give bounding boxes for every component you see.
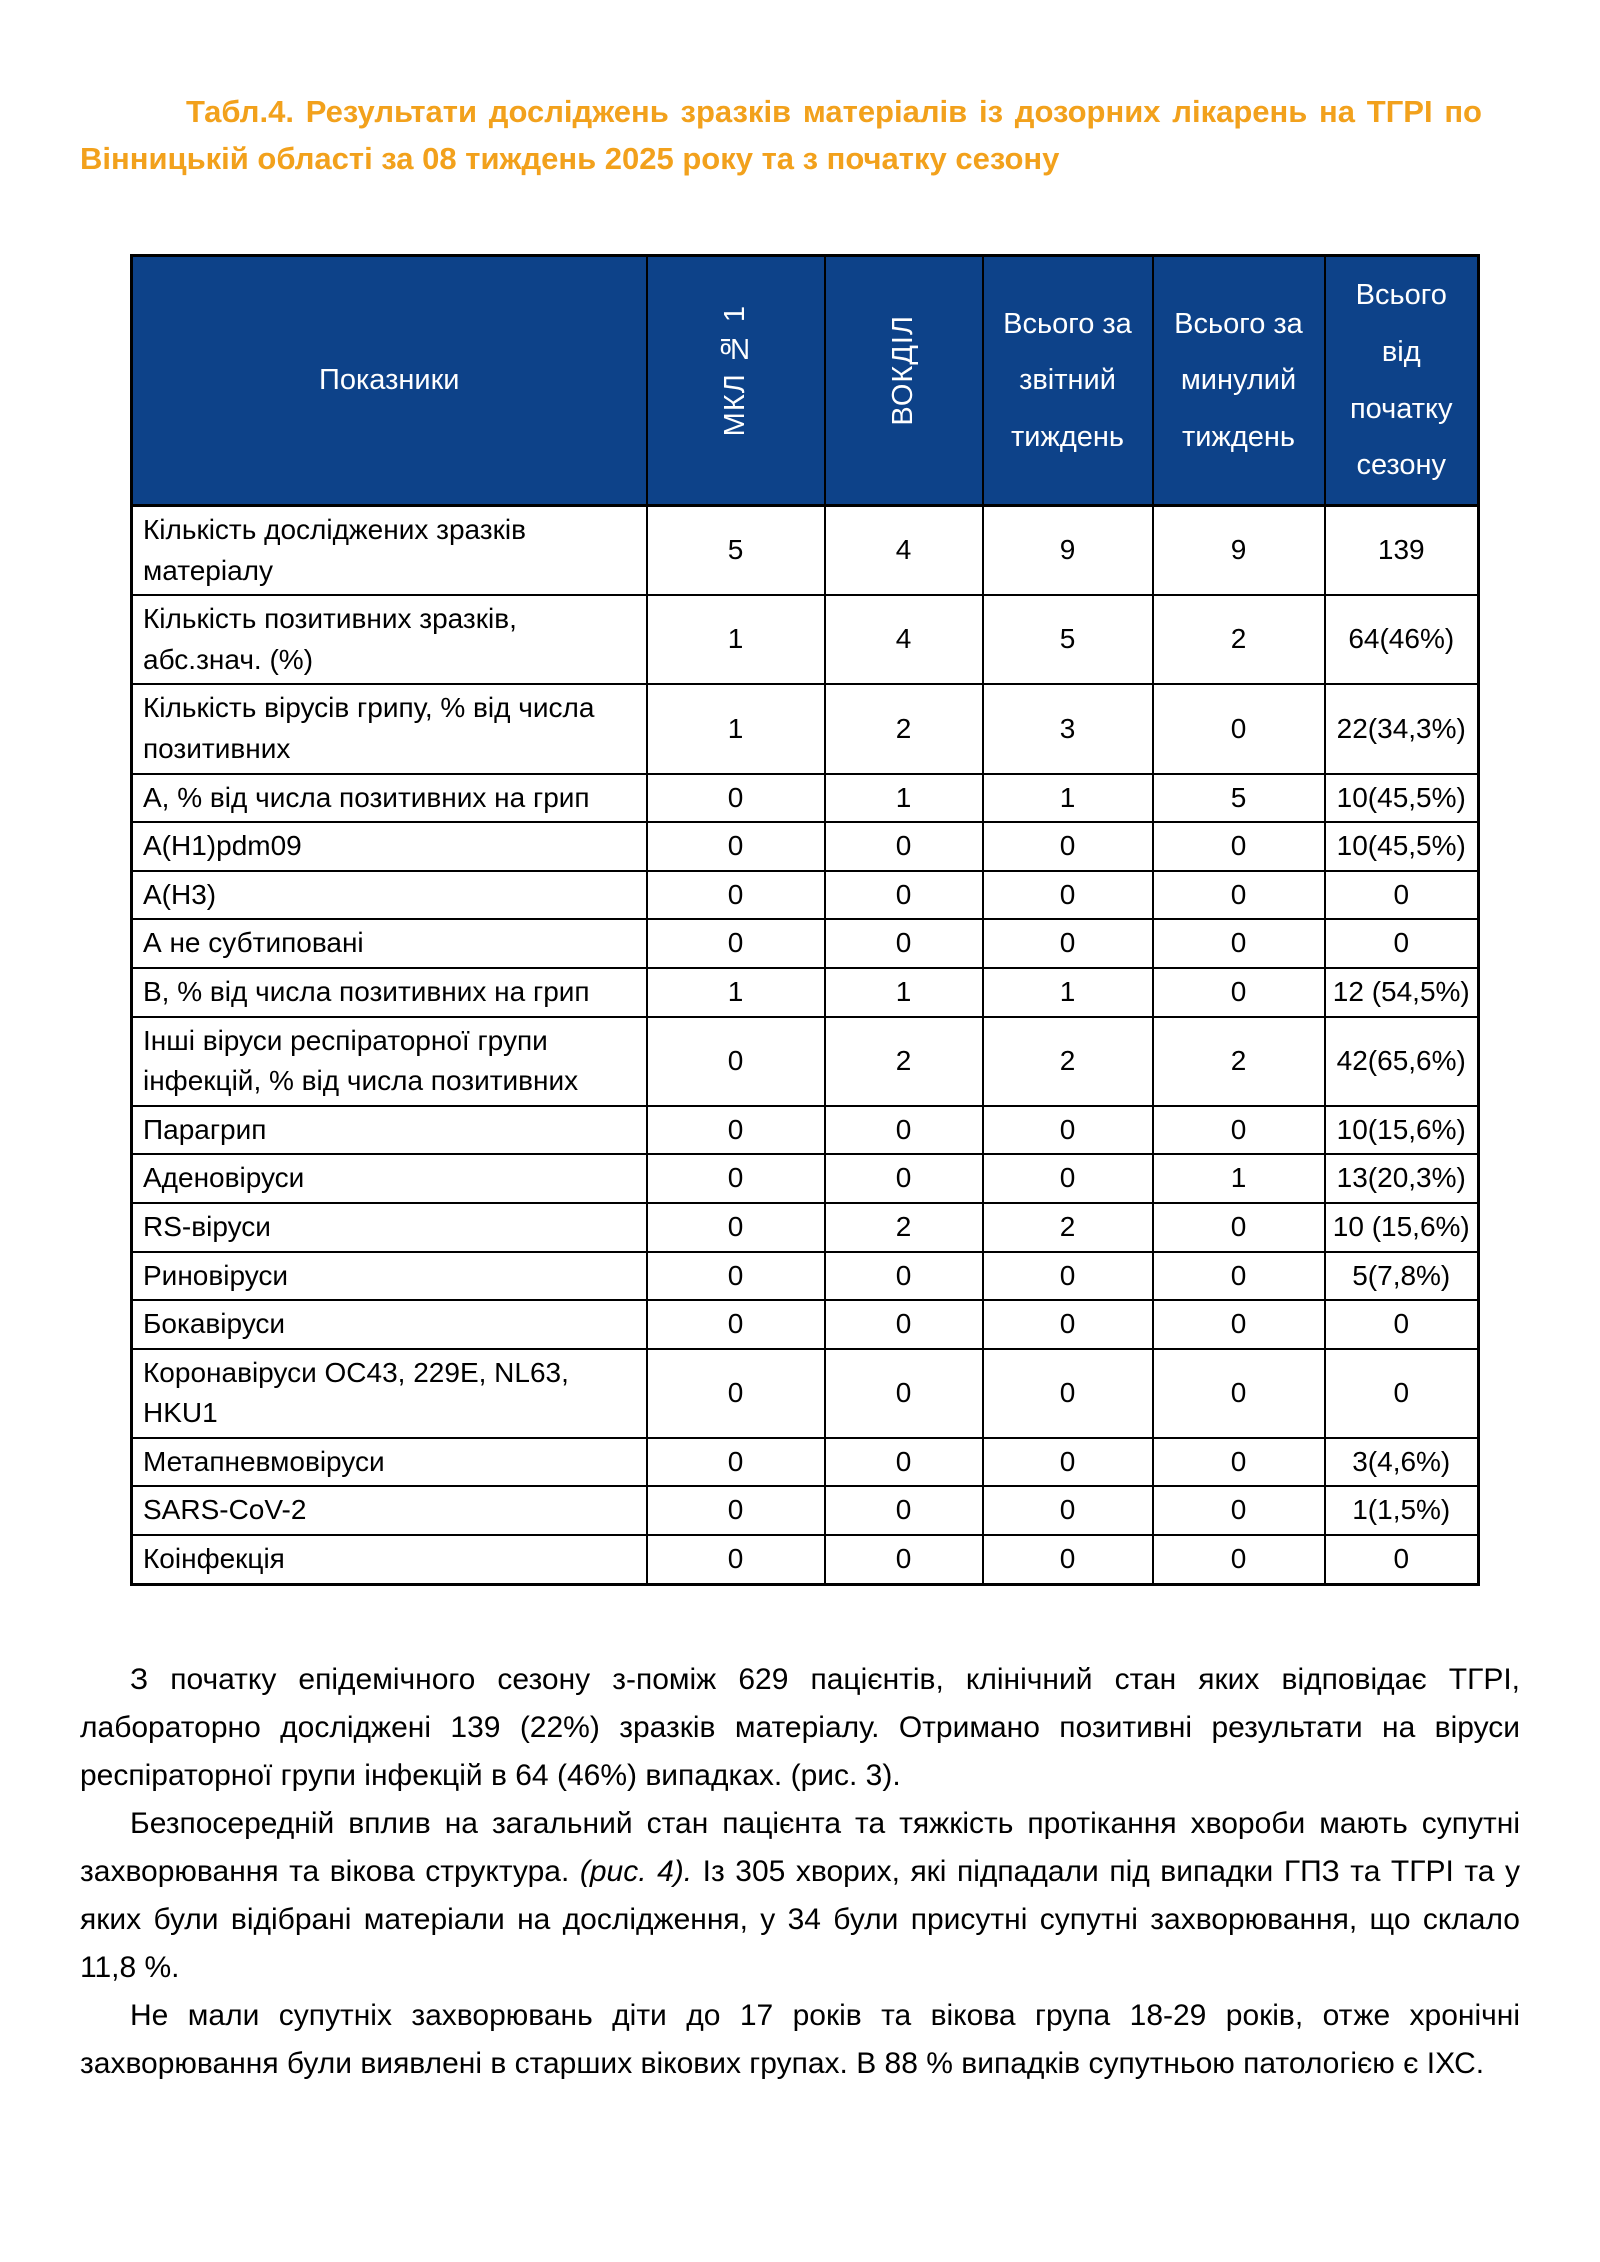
row-value-cell: 0 xyxy=(647,871,825,920)
row-value-cell: 2 xyxy=(825,1017,983,1106)
body-paragraph xyxy=(80,1992,1520,2088)
table-row xyxy=(132,919,1479,968)
row-value-cell: 2 xyxy=(1153,1017,1325,1106)
results-table xyxy=(130,254,1480,1586)
row-value-cell: 5(7,8%) xyxy=(1325,1252,1479,1301)
paragraph-text: Із 305 хворих, які підпадали під випадки ГПЗ та ТГРІ та у яких були відібрані матеріали на дослідження, у 34 були присутні супутні захворювання, що склало 11,8 %. xyxy=(80,1854,1521,1984)
row-value-cell: 0 xyxy=(983,1535,1153,1584)
row-value-cell: 4 xyxy=(825,595,983,684)
row-indicator-label: Аденовіруси xyxy=(132,1154,647,1203)
figure-reference-italic: (рис. 4). xyxy=(579,1854,693,1888)
row-indicator-label: Кількість вірусів грипу, % від числа позитивних xyxy=(132,684,647,773)
row-value-cell: 2 xyxy=(983,1203,1153,1252)
row-value-cell: 0 xyxy=(647,1017,825,1106)
header-total-since-season-start xyxy=(1325,256,1479,506)
row-value-cell: 0 xyxy=(647,1252,825,1301)
row-value-cell: 2 xyxy=(825,684,983,773)
row-value-cell: 0 xyxy=(1325,919,1479,968)
row-value-cell: 0 xyxy=(1153,1535,1325,1584)
row-value-cell: 0 xyxy=(825,919,983,968)
header-total-reporting-week xyxy=(983,256,1153,506)
header-vokdil xyxy=(825,256,983,506)
row-value-cell: 0 xyxy=(647,1154,825,1203)
row-value-cell: 0 xyxy=(825,1535,983,1584)
row-value-cell: 0 xyxy=(825,1486,983,1535)
row-value-cell: 0 xyxy=(1325,1535,1479,1584)
table-row xyxy=(132,1535,1479,1584)
table-row xyxy=(132,822,1479,871)
row-value-cell: 0 xyxy=(983,1106,1153,1155)
table-row xyxy=(132,1017,1479,1106)
row-indicator-label: В, % від числа позитивних на грип xyxy=(132,968,647,1017)
header-total-reporting-week-label: Всього за звітний тиждень xyxy=(1003,307,1132,453)
row-value-cell: 0 xyxy=(825,1106,983,1155)
table-row xyxy=(132,1106,1479,1155)
row-value-cell: 0 xyxy=(1153,1300,1325,1349)
table-row xyxy=(132,968,1479,1017)
row-value-cell: 9 xyxy=(983,506,1153,596)
row-value-cell: 0 xyxy=(983,919,1153,968)
row-value-cell: 0 xyxy=(1153,1203,1325,1252)
row-value-cell: 0 xyxy=(1153,1486,1325,1535)
row-value-cell: 0 xyxy=(983,1252,1153,1301)
header-indicators-label: Показники xyxy=(319,364,460,397)
table-row xyxy=(132,871,1479,920)
table-row xyxy=(132,1486,1479,1535)
row-value-cell: 0 xyxy=(825,1252,983,1301)
row-value-cell: 5 xyxy=(647,506,825,596)
row-value-cell: 10(45,5%) xyxy=(1325,822,1479,871)
row-value-cell: 10(45,5%) xyxy=(1325,774,1479,823)
row-value-cell: 0 xyxy=(647,822,825,871)
row-value-cell: 0 xyxy=(1153,1106,1325,1155)
row-value-cell: 3(4,6%) xyxy=(1325,1438,1479,1487)
row-indicator-label: Коронавіруси OC43, 229E, NL63, HKU1 xyxy=(132,1349,647,1438)
row-value-cell: 0 xyxy=(1325,1300,1479,1349)
row-value-cell: 3 xyxy=(983,684,1153,773)
body-text xyxy=(80,1656,1520,2088)
row-value-cell: 1 xyxy=(983,774,1153,823)
row-value-cell: 0 xyxy=(1153,1349,1325,1438)
row-value-cell: 13(20,3%) xyxy=(1325,1154,1479,1203)
row-value-cell: 0 xyxy=(647,1349,825,1438)
paragraph-text: Не мали супутніх захворювань діти до 17 років та вікова група 18-29 років, отже хронічні захворювання були виявлені в старших вікових групах. В 88 % випадків супутньою патологією є ІХС. xyxy=(80,1998,1520,2080)
row-indicator-label: Інші віруси респіраторної групи інфекцій, % від числа позитивних xyxy=(132,1017,647,1106)
row-indicator-label: Парагрип xyxy=(132,1106,647,1155)
row-value-cell: 0 xyxy=(825,1154,983,1203)
header-total-previous-week-label: Всього за минулий тиждень xyxy=(1174,307,1303,453)
row-value-cell: 1 xyxy=(647,684,825,773)
table-row xyxy=(132,1349,1479,1438)
table-row xyxy=(132,1438,1479,1487)
paragraph-text: Безпосередній вплив на загальний стан пацієнта та тяжкість протікання хвороби мають супутні захворювання та вікова структура. xyxy=(80,1806,1520,1888)
row-value-cell: 0 xyxy=(825,1438,983,1487)
row-value-cell: 10(15,6%) xyxy=(1325,1106,1479,1155)
row-value-cell: 2 xyxy=(983,1017,1153,1106)
row-value-cell: 1 xyxy=(825,774,983,823)
row-value-cell: 0 xyxy=(647,1486,825,1535)
row-value-cell: 0 xyxy=(1325,1349,1479,1438)
row-value-cell: 64(46%) xyxy=(1325,595,1479,684)
row-indicator-label: A(H3) xyxy=(132,871,647,920)
row-value-cell: 0 xyxy=(647,1535,825,1584)
row-value-cell: 0 xyxy=(1325,871,1479,920)
row-indicator-label: А, % від числа позитивних на грип xyxy=(132,774,647,823)
table-row xyxy=(132,1203,1479,1252)
results-table-container xyxy=(130,254,1600,1586)
row-value-cell: 0 xyxy=(825,871,983,920)
row-indicator-label: SARS-CoV-2 xyxy=(132,1486,647,1535)
row-value-cell: 0 xyxy=(647,919,825,968)
row-value-cell: 0 xyxy=(647,774,825,823)
paragraph-text: З початку епідемічного сезону з-поміж 629 пацієнтів, клінічний стан яких відповідає ТГРІ, лабораторно досліджені 139 (22%) зразків матеріалу. Отримано позитивні результати на віруси респіраторної групи інфекцій в 64 (46%) випадках. (рис. 3). xyxy=(80,1662,1520,1792)
row-indicator-label: Кількість позитивних зразків, абс.знач. (%) xyxy=(132,595,647,684)
row-value-cell: 5 xyxy=(983,595,1153,684)
row-value-cell: 1 xyxy=(647,968,825,1017)
row-indicator-label: RS-віруси xyxy=(132,1203,647,1252)
row-indicator-label: А не субтиповані xyxy=(132,919,647,968)
row-value-cell: 5 xyxy=(1153,774,1325,823)
row-value-cell: 0 xyxy=(1153,1252,1325,1301)
row-value-cell: 0 xyxy=(647,1106,825,1155)
row-value-cell: 0 xyxy=(647,1203,825,1252)
row-value-cell: 10 (15,6%) xyxy=(1325,1203,1479,1252)
row-value-cell: 0 xyxy=(825,1349,983,1438)
row-indicator-label: Бокавіруси xyxy=(132,1300,647,1349)
header-mkl-1-label: МКЛ № 1 xyxy=(719,305,751,437)
row-value-cell: 2 xyxy=(825,1203,983,1252)
row-value-cell: 2 xyxy=(1153,595,1325,684)
row-indicator-label: Кількість досліджених зразків матеріалу xyxy=(132,506,647,596)
row-value-cell: 0 xyxy=(983,1486,1153,1535)
row-indicator-label: Риновіруси xyxy=(132,1252,647,1301)
table-body xyxy=(132,506,1479,1585)
row-indicator-label: Коінфекція xyxy=(132,1535,647,1584)
row-value-cell: 0 xyxy=(825,1300,983,1349)
table-row xyxy=(132,506,1479,596)
row-value-cell: 0 xyxy=(1153,822,1325,871)
table-row xyxy=(132,684,1479,773)
row-value-cell: 1 xyxy=(825,968,983,1017)
row-value-cell: 0 xyxy=(1153,871,1325,920)
row-value-cell: 0 xyxy=(1153,968,1325,1017)
row-value-cell: 0 xyxy=(825,822,983,871)
row-value-cell: 1 xyxy=(1153,1154,1325,1203)
row-value-cell: 0 xyxy=(983,1438,1153,1487)
row-value-cell: 42(65,6%) xyxy=(1325,1017,1479,1106)
row-value-cell: 139 xyxy=(1325,506,1479,596)
table-row xyxy=(132,1154,1479,1203)
row-value-cell: 1 xyxy=(647,595,825,684)
row-value-cell: 12 (54,5%) xyxy=(1325,968,1479,1017)
body-paragraph xyxy=(80,1800,1520,1992)
body-paragraph xyxy=(80,1656,1520,1800)
table-row xyxy=(132,774,1479,823)
header-indicators xyxy=(132,256,647,506)
row-value-cell: 4 xyxy=(825,506,983,596)
row-value-cell: 0 xyxy=(647,1300,825,1349)
header-mkl-1 xyxy=(647,256,825,506)
table-row xyxy=(132,1300,1479,1349)
row-value-cell: 0 xyxy=(983,1300,1153,1349)
table-title: Табл.4. Результати досліджень зразків матеріалів із дозорних лікарень на ТГРІ по Вінницькій області за 08 тиждень 2025 року та з початку сезону xyxy=(80,94,1482,176)
table-row xyxy=(132,1252,1479,1301)
header-vokdil-label: ВОКДІЛ xyxy=(887,315,919,426)
row-value-cell: 0 xyxy=(983,871,1153,920)
row-value-cell: 0 xyxy=(647,1438,825,1487)
row-value-cell: 0 xyxy=(1153,919,1325,968)
row-indicator-label: A(H1)pdm09 xyxy=(132,822,647,871)
row-value-cell: 9 xyxy=(1153,506,1325,596)
row-value-cell: 0 xyxy=(983,1349,1153,1438)
row-value-cell: 0 xyxy=(983,822,1153,871)
table-row xyxy=(132,595,1479,684)
row-value-cell: 22(34,3%) xyxy=(1325,684,1479,773)
row-value-cell: 0 xyxy=(1153,684,1325,773)
row-indicator-label: Метапневмовіруси xyxy=(132,1438,647,1487)
header-total-previous-week xyxy=(1153,256,1325,506)
row-value-cell: 0 xyxy=(983,1154,1153,1203)
row-value-cell: 1(1,5%) xyxy=(1325,1486,1479,1535)
row-value-cell: 1 xyxy=(983,968,1153,1017)
table-header-row xyxy=(132,256,1479,506)
header-total-since-season-start-label: Всього від початку сезону xyxy=(1349,279,1453,482)
row-value-cell: 0 xyxy=(1153,1438,1325,1487)
